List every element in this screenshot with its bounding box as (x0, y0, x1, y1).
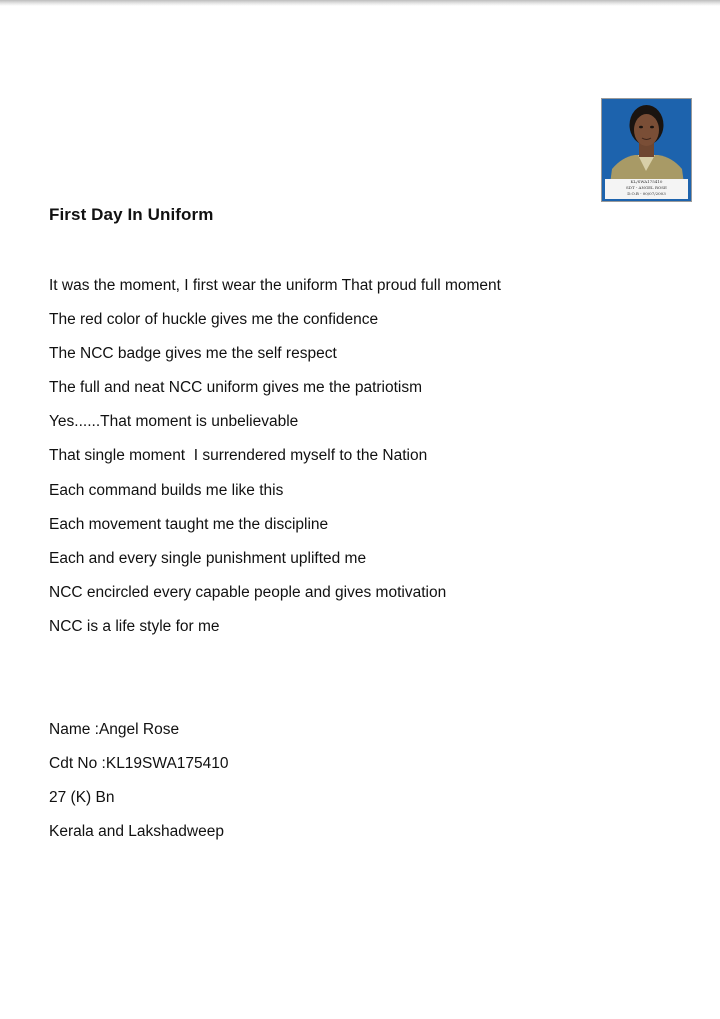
poem-line: Each command builds me like this (49, 482, 284, 499)
poem-line: The full and neat NCC uniform gives me the patriotism (49, 379, 423, 396)
document-title: First Day In Uniform (49, 205, 214, 224)
poem-line: Each and every single punishment uplifted me (49, 550, 367, 567)
photo-caption-line: SDT - ANGEL ROSE (626, 185, 667, 190)
poem-line: It was the moment, I first wear the uniform That proud full moment (49, 277, 501, 294)
poem-line: NCC encircled every capable people and gives motivation (49, 584, 447, 601)
photo-caption-line: KL/SWA175410 (630, 179, 663, 184)
poem-line: That single moment I surrendered myself to the Nation (49, 447, 428, 464)
poem-line: The red color of huckle gives me the confidence (49, 311, 379, 328)
cadet-number: Cdt No :KL19SWA175410 (49, 755, 229, 772)
photo-caption-line: D.O.B - 00/07/2003 (627, 191, 666, 196)
directorate: Kerala and Lakshadweep (49, 823, 224, 840)
poem-line: Yes......That moment is unbelievable (49, 413, 299, 430)
cadet-name: Name :Angel Rose (49, 721, 180, 738)
poem-line: Each movement taught me the discipline (49, 516, 329, 533)
cadet-photo (601, 98, 692, 202)
poem-line: NCC is a life style for me (49, 618, 220, 635)
photo-caption (605, 179, 688, 199)
poem-line: The NCC badge gives me the self respect (49, 345, 337, 362)
battalion: 27 (K) Bn (49, 789, 115, 806)
page-top-edge (0, 0, 720, 6)
